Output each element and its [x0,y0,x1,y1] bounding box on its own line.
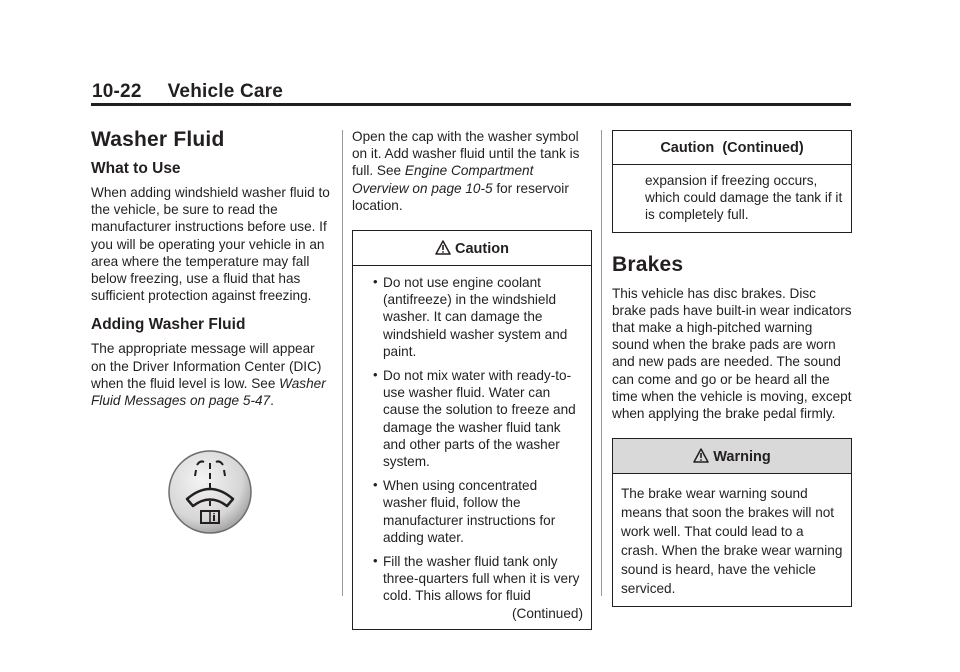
brakes-heading: Brakes [612,252,684,276]
column-3 [612,128,852,607]
caution-body [353,266,591,629]
caution-continued-box [612,130,852,233]
continued-label: (Continued) [511,605,583,621]
warning-text: The brake wear warning sound means that soon the brakes will not work well. That could lead to a crash. When the brake wear warning sound is heard, have the vehicle serviced. [621,486,843,597]
caution-triangle-icon [435,240,451,255]
column-divider-2 [601,130,602,596]
reservoir-text: Open the cap with the washer symbol on it. Add washer fluid until the tank is full. See Engine Compartment Overview on page 10-5 for reservoir location. [352,129,580,213]
caution-list [361,274,583,605]
washer-fluid-messages-link[interactable]: Washer Fluid Messages on page 5-47 [91,375,326,409]
caution-continued-text: expansion if freezing occurs, which could damage the tank if it is completely full. [645,173,843,223]
warning-box [612,438,852,607]
adding-washer-fluid-heading: Adding Washer Fluid [91,316,246,334]
page-header [92,81,283,103]
list-item: • Do not use engine coolant (antifreeze) in the windshield washer. It can damage the windshield washer system and paint. [373,274,568,359]
section-title: Vehicle Care [167,81,284,102]
washer-fluid-symbol-icon [167,449,253,535]
warning-header: Warning [613,439,851,474]
header-rule [91,103,851,106]
what-to-use-text: When adding windshield washer fluid to the vehicle, be sure to read the manufacturer instructions before use. If you will be operating your vehicle in an area where the temperature may fall below freezing, use a fluid that has sufficient protection against freezing. [91,185,330,304]
list-item: • When using concentrated washer fluid, follow the manufacturer instructions for adding water. [373,477,556,545]
engine-compartment-link[interactable]: Engine Compartment Overview on page 10-5 [352,163,534,196]
warning-triangle-icon [693,448,709,463]
page-number: 10-22 [92,81,142,102]
what-to-use-heading: What to Use [91,160,181,177]
washer-fluid-heading: Washer Fluid [91,128,225,151]
caution-box [352,230,592,630]
list-item: • Fill the washer fluid tank only three-quarters full when it is very cold. This allows for fluid [373,553,580,604]
list-item: • Do not mix water with ready-to-use washer fluid. Water can cause the solution to freeze and damage the washer fluid tank and other parts of the washer system. [373,367,576,470]
column-1 [91,128,331,421]
column-divider-1 [342,130,343,596]
caution-continued-header: Caution (Continued) [613,131,851,165]
column-2 [352,128,592,630]
adding-washer-fluid-text: The appropriate message will appear on the Driver Information Center (DIC) when the fluid level is low. See Washer Fluid Messages on page 5-47. [91,341,326,409]
brakes-text: This vehicle has disc brakes. Disc brake pads have built-in wear indicators that make a high-pitched warning sound when the brake pads are worn and new pads are needed. The sound can come and go or be heard all the time when the vehicle is moving, except when applying the brake pedal firmly. [612,285,852,422]
caution-header: Caution [353,231,591,266]
